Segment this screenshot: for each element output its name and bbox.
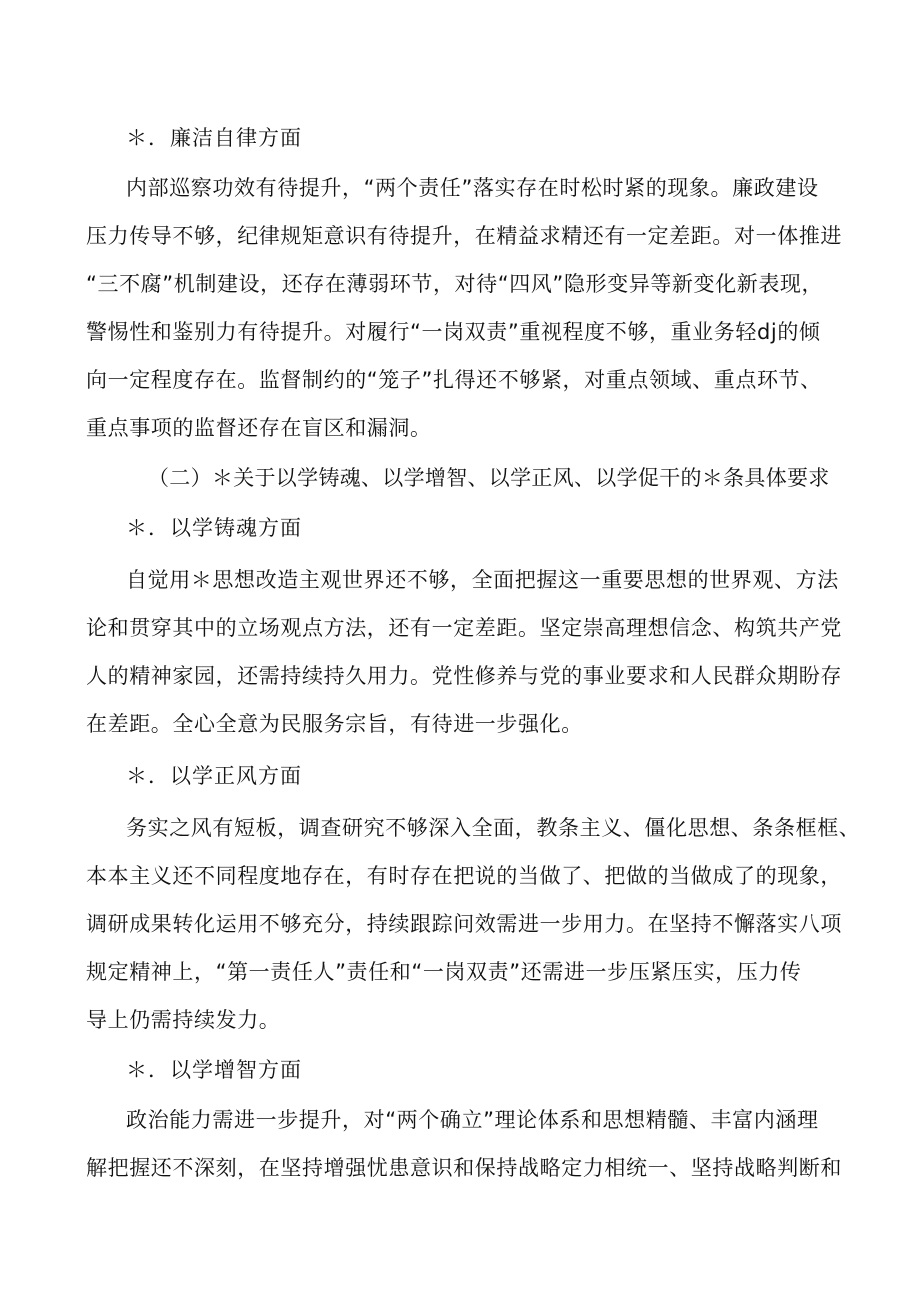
paragraph-line: 本本主义还不同程度地存在，有时存在把说的当做了、把做的当做成了的现象， (86, 864, 842, 888)
paragraph-line: 调研成果转化运用不够充分，持续跟踪问效需进一步用力。在坚持不懈落实八项 (86, 912, 842, 936)
paragraph-line: 导上仍需持续发力。 (86, 1008, 281, 1032)
paragraph-line: 论和贯穿其中的立场观点方法，还有一定差距。坚定崇高理想信念、构筑共产党 (86, 616, 842, 640)
paragraph-line: 务实之风有短板，调查研究不够深入全面，教条主义、僵化思想、条条框框、 (126, 816, 861, 840)
paragraph-line: 压力传导不够，纪律规矩意识有待提升，在精益求精还有一定差距。对一体推进 (86, 224, 842, 248)
paragraph-line: 向一定程度存在。监督制约的“笼子”扎得还不够紧，对重点领域、重点环节、 (86, 368, 822, 392)
section-heading-wisdom: ＊．以学增智方面 (126, 1058, 302, 1082)
section-heading-integrity: ＊．廉洁自律方面 (126, 126, 302, 150)
paragraph-line: “三不腐”机制建设，还存在薄弱环节，对待“四风”隐形变异等新变化新表现， (86, 272, 824, 296)
paragraph-line: 政治能力需进一步提升，对“两个确立”理论体系和思想精髓、丰富内涵理 (126, 1108, 819, 1132)
paragraph-line: 人的精神家园，还需持续持久用力。党性修养与党的事业要求和人民群众期盼存 (86, 664, 842, 688)
paragraph-line: 重点事项的监督还存在盲区和漏洞。 (86, 416, 432, 440)
paragraph-line: 内部巡察功效有待提升，“两个责任”落实存在时松时紧的现象。廉政建设 (126, 176, 819, 200)
section-heading-style: ＊．以学正风方面 (126, 764, 302, 788)
paragraph-line: 在差距。全心全意为民服务宗旨，有待进一步强化。 (86, 712, 583, 736)
subtitle-section-two: （二）＊关于以学铸魂、以学增智、以学正风、以学促干的＊条具体要求 (148, 466, 830, 490)
paragraph-line: 自觉用＊思想改造主观世界还不够，全面把握这一重要思想的世界观、方法 (126, 568, 839, 592)
paragraph-line: 警惕性和鉴别力有待提升。对履行“一岗双责”重视程度不够，重业务轻dj的倾 (86, 320, 821, 344)
paragraph-line: 解把握还不深刻，在坚持增强忧患意识和保持战略定力相统一、坚持战略判断和 (86, 1156, 842, 1180)
section-heading-soul: ＊．以学铸魂方面 (126, 516, 302, 540)
paragraph-line: 规定精神上，“第一责任人”责任和“一岗双责”还需进一步压紧压实，压力传 (86, 960, 802, 984)
